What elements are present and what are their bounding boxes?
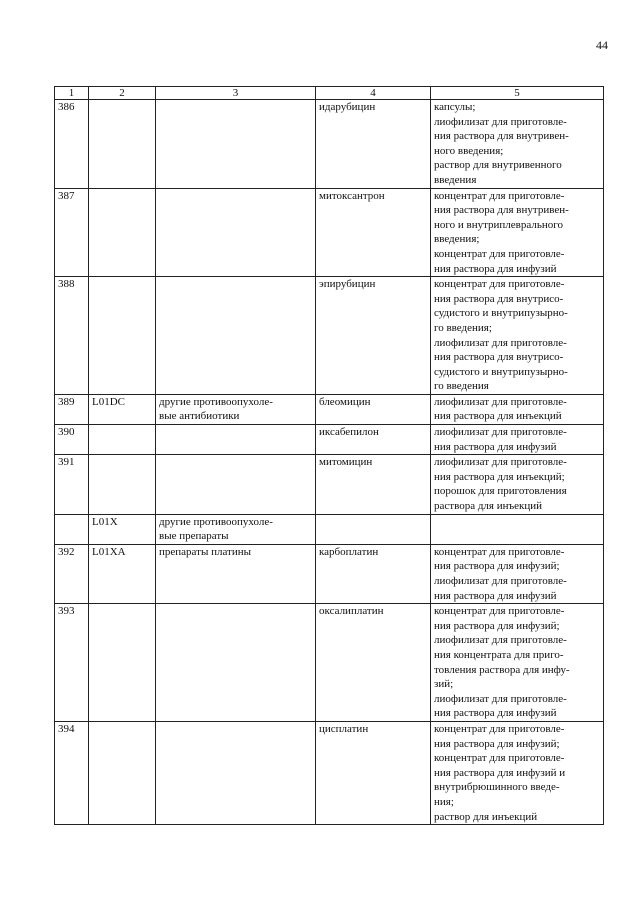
dosage-form-line: лиофилизат для приготовле-	[434, 692, 567, 705]
atc-code-cell	[89, 455, 156, 514]
dosage-form-line: ния раствора для внутрисо-	[434, 292, 564, 305]
dosage-form-cell	[431, 721, 604, 824]
dosage-form-line: ния раствора для внутривен-	[434, 130, 569, 143]
dosage-form-line: зий;	[434, 678, 454, 691]
dosage-form-line: концентрат для приготовле-	[434, 722, 565, 735]
row-number-cell: 391	[55, 455, 89, 514]
table-row	[55, 455, 604, 514]
drug-name-cell: блеомицин	[316, 394, 431, 424]
dosage-form-cell	[431, 544, 604, 603]
table-row	[55, 277, 604, 395]
drug-table	[54, 86, 604, 825]
row-number-cell: 390	[55, 425, 89, 455]
table-row	[55, 544, 604, 603]
dosage-form-line: лиофилизат для приготовле-	[434, 426, 567, 439]
dosage-form-line: товления раствора для инфу-	[434, 663, 570, 676]
row-number-cell: 386	[55, 100, 89, 189]
dosage-form-cell	[431, 455, 604, 514]
dosage-form-line: ния раствора для инфузий	[434, 707, 557, 720]
dosage-form-line: ния раствора для инфузий и	[434, 766, 566, 779]
dosage-form-line: ния раствора для внутривен-	[434, 204, 569, 217]
group-line: вые антибиотики	[159, 410, 240, 423]
group-cell	[156, 604, 316, 722]
row-number-cell: 387	[55, 188, 89, 277]
dosage-form-line: ния раствора для инфузий	[434, 589, 557, 602]
table-body	[55, 100, 604, 825]
dosage-form-line: концентрат для приготовле-	[434, 189, 565, 202]
dosage-form-line: концентрат для приготовле-	[434, 605, 565, 618]
dosage-form-line: ния раствора для инъекций;	[434, 470, 565, 483]
drug-name-cell: цисплатин	[316, 721, 431, 824]
drug-name-cell: митоксантрон	[316, 188, 431, 277]
atc-code-cell	[89, 188, 156, 277]
group-cell	[156, 455, 316, 514]
dosage-form-cell	[431, 394, 604, 424]
dosage-form-line: го введения	[434, 380, 489, 393]
dosage-form-line: раствора для инъекций	[434, 500, 543, 513]
group-cell	[156, 425, 316, 455]
page-number: 44	[596, 38, 608, 52]
dosage-form-line: лиофилизат для приготовле-	[434, 336, 567, 349]
group-cell	[156, 277, 316, 395]
row-number-cell	[55, 514, 89, 544]
group-cell	[156, 188, 316, 277]
table-row	[55, 514, 604, 544]
dosage-form-line: го введения;	[434, 321, 492, 334]
table-row	[55, 425, 604, 455]
table-header	[55, 87, 604, 100]
atc-code-cell	[89, 721, 156, 824]
atc-code-cell	[89, 277, 156, 395]
dosage-form-line: введения;	[434, 233, 480, 246]
atc-code-cell: L01DC	[89, 394, 156, 424]
dosage-form-cell	[431, 514, 604, 544]
header-row	[55, 87, 604, 100]
dosage-form-line: концентрат для приготовле-	[434, 247, 565, 260]
table-row	[55, 721, 604, 824]
dosage-form-line: ния раствора для инфузий;	[434, 560, 560, 573]
dosage-form-line: концентрат для приготовле-	[434, 278, 565, 291]
dosage-form-cell	[431, 188, 604, 277]
dosage-form-line: лиофилизат для приготовле-	[434, 395, 567, 408]
dosage-form-line: судистого и внутрипузырно-	[434, 365, 568, 378]
dosage-form-cell	[431, 277, 604, 395]
dosage-form-line: концентрат для приготовле-	[434, 545, 565, 558]
group-line: вые препараты	[159, 530, 229, 543]
dosage-form-line: ного и внутриплеврального	[434, 218, 563, 231]
dosage-form-line: ния раствора для инфузий	[434, 262, 557, 275]
dosage-form-line: концентрат для приготовле-	[434, 752, 565, 765]
atc-code-cell	[89, 100, 156, 189]
dosage-form-line: лиофилизат для приготовле-	[434, 634, 567, 647]
dosage-form-line: ния раствора для внутрисо-	[434, 351, 564, 364]
dosage-form-line: капсулы;	[434, 101, 476, 113]
dosage-form-cell	[431, 100, 604, 189]
header-col-2: 2	[89, 87, 156, 100]
dosage-form-line: лиофилизат для приготовле-	[434, 115, 567, 128]
group-line: другие противоопухоле-	[159, 395, 273, 408]
dosage-form-line: ния раствора для инфузий;	[434, 737, 560, 750]
dosage-form-line: ного введения;	[434, 144, 504, 157]
row-number-cell: 389	[55, 394, 89, 424]
group-cell	[156, 721, 316, 824]
table-row	[55, 604, 604, 722]
header-col-4: 4	[316, 87, 431, 100]
dosage-form-cell	[431, 604, 604, 722]
table-row	[55, 100, 604, 189]
drug-name-cell: митомицин	[316, 455, 431, 514]
group-line: препараты платины	[159, 545, 252, 558]
row-number-cell: 392	[55, 544, 89, 603]
drug-name-cell: оксалиплатин	[316, 604, 431, 722]
dosage-form-line: раствор для внутривенного	[434, 159, 562, 172]
drug-name-cell: иксабепилон	[316, 425, 431, 455]
drug-name-cell: эпирубицин	[316, 277, 431, 395]
group-cell	[156, 100, 316, 189]
dosage-form-line: ния;	[434, 795, 454, 808]
dosage-form-line: лиофилизат для приготовле-	[434, 456, 567, 469]
dosage-form-line: ния раствора для инфузий	[434, 440, 557, 453]
dosage-form-line: судистого и внутрипузырно-	[434, 307, 568, 320]
dosage-form-line: внутрибрюшинного введе-	[434, 781, 560, 794]
header-col-3: 3	[156, 87, 316, 100]
dosage-form-line: ния раствора для инъекций	[434, 410, 562, 423]
dosage-form-line: введения	[434, 173, 477, 186]
header-col-5: 5	[431, 87, 604, 100]
dosage-form-line: ния раствора для инфузий;	[434, 619, 560, 632]
group-cell	[156, 394, 316, 424]
dosage-form-line: порошок для приготовления	[434, 485, 567, 498]
dosage-form-cell	[431, 425, 604, 455]
dosage-form-line: лиофилизат для приготовле-	[434, 575, 567, 587]
atc-code-cell	[89, 604, 156, 722]
drug-name-cell: карбоплатин	[316, 544, 431, 603]
group-cell	[156, 544, 316, 603]
header-col-1: 1	[55, 87, 89, 100]
table-row	[55, 394, 604, 424]
group-line: другие противоопухоле-	[159, 515, 273, 528]
row-number-cell: 394	[55, 721, 89, 824]
atc-code-cell: L01XA	[89, 544, 156, 603]
row-number-cell: 388	[55, 277, 89, 395]
dosage-form-line: раствор для инъекций	[434, 810, 538, 823]
drug-name-cell: идарубицин	[316, 100, 431, 189]
atc-code-cell: L01X	[89, 514, 156, 544]
drug-name-cell	[316, 514, 431, 544]
table-row	[55, 188, 604, 277]
row-number-cell: 393	[55, 604, 89, 722]
group-cell	[156, 514, 316, 544]
dosage-form-line: ния концентрата для приго-	[434, 648, 564, 661]
atc-code-cell	[89, 425, 156, 455]
